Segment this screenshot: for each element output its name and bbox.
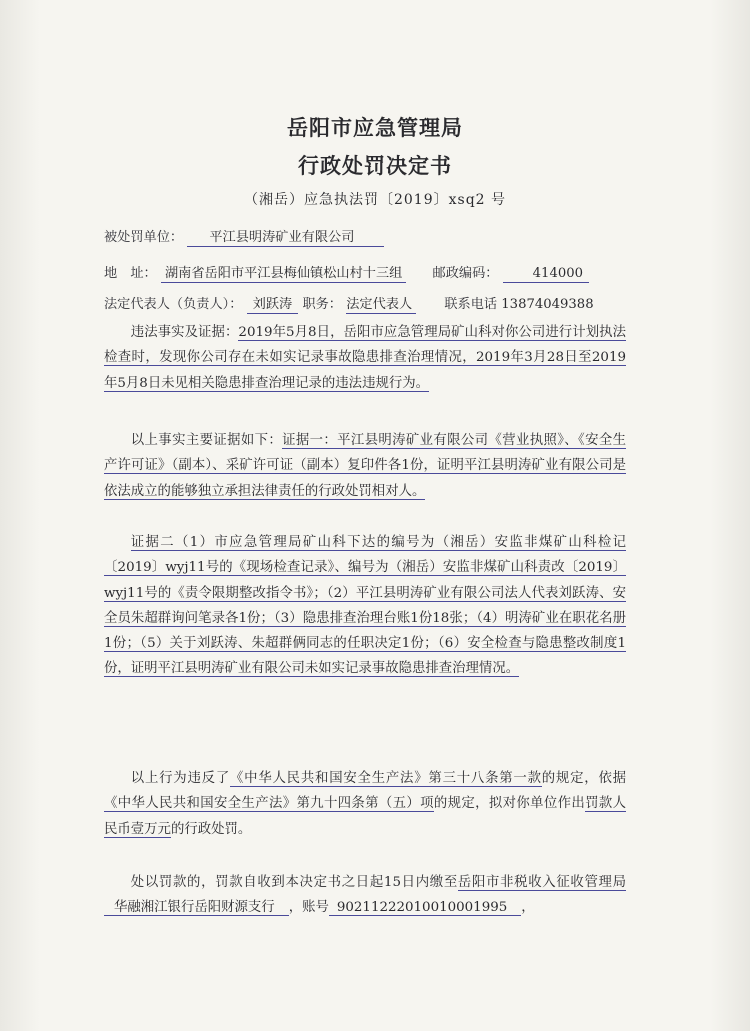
payment-bank: 华融湘江银行岳阳财源支行 xyxy=(104,900,289,916)
payment-end: ， xyxy=(521,900,535,916)
rep-value: 刘跃涛 xyxy=(247,297,299,314)
postcode-value: 414000 xyxy=(503,266,589,283)
payment-agency: 岳阳市非税收入征收管理局 xyxy=(457,875,626,890)
basis-law: 《中华人民共和国安全生产法》第九十四条第（五）项 xyxy=(104,796,434,812)
address-line xyxy=(104,262,589,281)
rep-label: 法定代表人（负责人）： xyxy=(104,297,243,312)
facts-paragraph xyxy=(104,320,626,396)
party-label: 被处罚单位： xyxy=(104,230,184,245)
postcode-label: 邮政编码： xyxy=(432,266,499,281)
evidence-2: 证据二（1）市应急管理局矿山科下达的编号为（湘岳）安监非煤矿山科检记〔2019〕wyj11号的《现场检查记录》、编号为（湘岳）安监非煤矿山科责改〔2019〕wyj11号的《责令限期整改指令书》；（2）平江县明涛矿业有限公司法人代表刘跃涛、安全员朱超群询问笔录各1份；（3）隐患排查治理台账1份18张；（4）明涛矿业在职花名册1份；（5）关于刘跃涛、朱超群俩同志的任职决定1份；（6）安全检查与隐患整改制度1份，证明平江县明涛矿业有限公司未如实记录事故隐患排查治理情况。 xyxy=(104,535,626,677)
penalty-amount: 罚款人民币壹万元 xyxy=(104,796,627,837)
evidence-1: 证据一：平江县明涛矿业有限公司《营业执照》、《安全生产许可证》（副本）、采矿许可证（副本）复印件各1份，证明平江县明涛矿业有限公司是依法成立的能够独立承担法律责任的行政处罚相对人。 xyxy=(104,433,626,499)
party-value: 平江县明涛矿业有限公司 xyxy=(187,230,384,247)
violation-law: 《中华人民共和国安全生产法》第三十八条第一款 xyxy=(230,771,542,786)
account-value: 90211222010010001995 xyxy=(329,900,521,916)
payment-paragraph xyxy=(104,870,626,921)
violation-c: 的规定，拟对你单位作出 xyxy=(433,796,586,812)
violation-d: 的行政处罚。 xyxy=(170,821,252,837)
evidence-paragraph-1 xyxy=(104,428,626,504)
facts-text: 2019年5月8日，岳阳市应急管理局矿山科对你公司进行计划执法检查时，发现你公司存在未如实记录事故隐患排查治理情况，2019年3月28日至2019年5月8日未见相关隐患排查治理记录的违法违规行为。 xyxy=(104,325,626,391)
document-number: （湘岳）应急执法罚〔2019〕xsq2 号 xyxy=(243,192,507,208)
address-value: 湖南省岳阳市平江县梅仙镇松山村十三组 xyxy=(161,266,406,283)
violation-a: 以上行为违反了 xyxy=(130,771,230,786)
violation-b: 的规定，依据 xyxy=(541,771,627,786)
representative-line xyxy=(104,293,594,312)
evidence-paragraph-2 xyxy=(104,530,626,682)
account-label: ，账号 xyxy=(288,900,329,916)
agency-title: 岳阳市应急管理局 xyxy=(287,115,463,140)
position-label: 职务： xyxy=(302,297,342,312)
address-label: 地 址： xyxy=(104,266,157,281)
violation-paragraph xyxy=(104,766,626,842)
evidence-intro: 以上事实主要证据如下： xyxy=(130,433,283,448)
party-line xyxy=(104,226,384,245)
facts-label: 违法事实及证据： xyxy=(130,325,239,340)
payment-intro: 处以罚款的，罚款自收到本决定书之日起15日内缴至 xyxy=(130,875,458,890)
position-value: 法定代表人 xyxy=(346,297,416,314)
phone-value: 13874049388 xyxy=(501,297,594,312)
phone-label: 联系电话 xyxy=(444,297,498,312)
document-title: 行政处罚决定书 xyxy=(298,153,452,178)
